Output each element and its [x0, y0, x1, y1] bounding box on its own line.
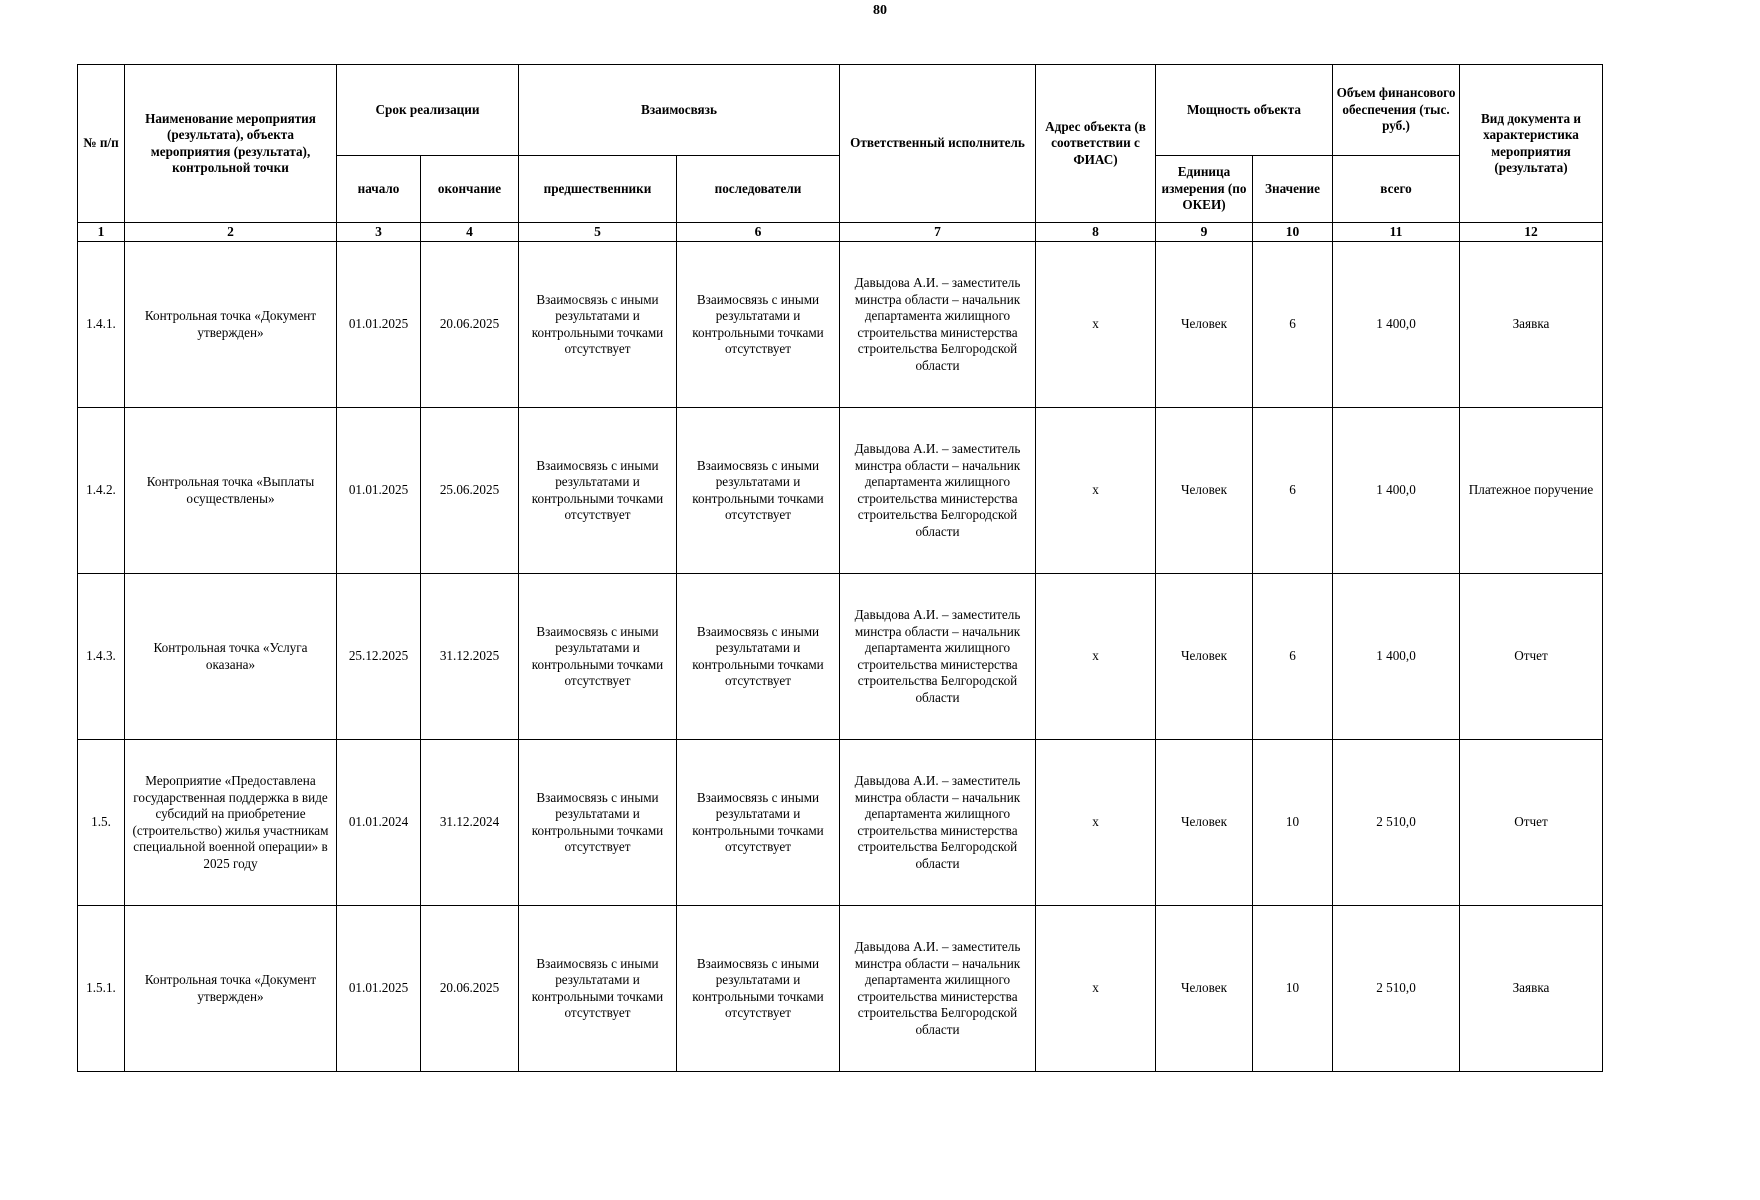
row-value: 6 [1253, 242, 1333, 408]
plan-table [77, 64, 1603, 1072]
column-number: 12 [1460, 223, 1603, 242]
header-capacity: Мощность объекта [1156, 65, 1333, 156]
row-name: Мероприятие «Предоставлена государственная поддержка в виде субсидий на приобретение (строительство) жилья участникам специальной военной операции» в 2025 году [125, 740, 337, 906]
row-address: х [1036, 242, 1156, 408]
row-successors: Взаимосвязь с иными результатами и контрольными точками отсутствует [677, 242, 840, 408]
row-address: х [1036, 906, 1156, 1072]
header-predecessors: предшественники [519, 156, 677, 223]
row-predecessors: Взаимосвязь с иными результатами и контрольными точками отсутствует [519, 740, 677, 906]
row-num: 1.5.1. [78, 906, 125, 1072]
row-start: 25.12.2025 [337, 574, 421, 740]
header-address: Адрес объекта (в соответствии с ФИАС) [1036, 65, 1156, 223]
row-responsible: Давыдова А.И. – заместитель минстра области – начальник департамента жилищного строительства министерства строительства Белгородской области [840, 906, 1036, 1072]
column-number-row [78, 223, 1603, 242]
row-responsible: Давыдова А.И. – заместитель минстра области – начальник департамента жилищного строительства министерства строительства Белгородской области [840, 740, 1036, 906]
header-name: Наименование мероприятия (результата), объекта мероприятия (результата), контрольной точки [125, 65, 337, 223]
header-relation: Взаимосвязь [519, 65, 840, 156]
header-value: Значение [1253, 156, 1333, 223]
row-end: 31.12.2024 [421, 740, 519, 906]
row-start: 01.01.2025 [337, 242, 421, 408]
table-row [78, 740, 1603, 906]
header-term: Срок реализации [337, 65, 519, 156]
row-start: 01.01.2024 [337, 740, 421, 906]
header-term-start: начало [337, 156, 421, 223]
header-document: Вид документа и характеристика мероприятия (результата) [1460, 65, 1603, 223]
row-unit: Человек [1156, 740, 1253, 906]
header-funding: Объем финансового обеспечения (тыс. руб.) [1333, 65, 1460, 156]
row-start: 01.01.2025 [337, 408, 421, 574]
row-unit: Человек [1156, 242, 1253, 408]
row-predecessors: Взаимосвязь с иными результатами и контрольными точками отсутствует [519, 574, 677, 740]
column-number: 11 [1333, 223, 1460, 242]
row-document: Платежное поручение [1460, 408, 1603, 574]
row-successors: Взаимосвязь с иными результатами и контрольными точками отсутствует [677, 408, 840, 574]
row-num: 1.4.2. [78, 408, 125, 574]
row-responsible: Давыдова А.И. – заместитель минстра области – начальник департамента жилищного строительства министерства строительства Белгородской области [840, 242, 1036, 408]
table-row [78, 242, 1603, 408]
header-num: № п/п [78, 65, 125, 223]
row-total: 1 400,0 [1333, 408, 1460, 574]
column-number: 2 [125, 223, 337, 242]
row-end: 31.12.2025 [421, 574, 519, 740]
row-responsible: Давыдова А.И. – заместитель минстра области – начальник департамента жилищного строительства министерства строительства Белгородской области [840, 574, 1036, 740]
header-responsible: Ответственный исполнитель [840, 65, 1036, 223]
row-total: 1 400,0 [1333, 574, 1460, 740]
row-predecessors: Взаимосвязь с иными результатами и контрольными точками отсутствует [519, 408, 677, 574]
table-row [78, 574, 1603, 740]
table-row [78, 906, 1603, 1072]
column-number: 10 [1253, 223, 1333, 242]
column-number: 9 [1156, 223, 1253, 242]
row-end: 20.06.2025 [421, 242, 519, 408]
row-predecessors: Взаимосвязь с иными результатами и контрольными точками отсутствует [519, 242, 677, 408]
header-successors: последователи [677, 156, 840, 223]
column-number: 7 [840, 223, 1036, 242]
row-value: 10 [1253, 740, 1333, 906]
row-address: х [1036, 740, 1156, 906]
header-unit: Единица измерения (по ОКЕИ) [1156, 156, 1253, 223]
row-value: 6 [1253, 408, 1333, 574]
row-num: 1.5. [78, 740, 125, 906]
row-document: Заявка [1460, 242, 1603, 408]
row-unit: Человек [1156, 408, 1253, 574]
row-end: 25.06.2025 [421, 408, 519, 574]
row-name: Контрольная точка «Документ утвержден» [125, 906, 337, 1072]
column-number: 5 [519, 223, 677, 242]
column-number: 1 [78, 223, 125, 242]
row-total: 1 400,0 [1333, 242, 1460, 408]
table-row [78, 408, 1603, 574]
row-successors: Взаимосвязь с иными результатами и контрольными точками отсутствует [677, 740, 840, 906]
row-document: Отчет [1460, 574, 1603, 740]
column-number: 3 [337, 223, 421, 242]
row-num: 1.4.1. [78, 242, 125, 408]
column-number: 4 [421, 223, 519, 242]
column-number: 6 [677, 223, 840, 242]
row-start: 01.01.2025 [337, 906, 421, 1072]
row-end: 20.06.2025 [421, 906, 519, 1072]
row-num: 1.4.3. [78, 574, 125, 740]
row-predecessors: Взаимосвязь с иными результатами и контрольными точками отсутствует [519, 906, 677, 1072]
row-responsible: Давыдова А.И. – заместитель минстра области – начальник департамента жилищного строительства министерства строительства Белгородской области [840, 408, 1036, 574]
row-address: х [1036, 574, 1156, 740]
row-name: Контрольная точка «Документ утвержден» [125, 242, 337, 408]
page-number: 80 [873, 3, 887, 18]
row-unit: Человек [1156, 574, 1253, 740]
row-name: Контрольная точка «Выплаты осуществлены» [125, 408, 337, 574]
row-address: х [1036, 408, 1156, 574]
header-funding-total: всего [1333, 156, 1460, 223]
row-name: Контрольная точка «Услуга оказана» [125, 574, 337, 740]
column-number: 8 [1036, 223, 1156, 242]
row-value: 6 [1253, 574, 1333, 740]
header-term-end: окончание [421, 156, 519, 223]
row-unit: Человек [1156, 906, 1253, 1072]
row-successors: Взаимосвязь с иными результатами и контрольными точками отсутствует [677, 906, 840, 1072]
row-total: 2 510,0 [1333, 740, 1460, 906]
header-row-1 [78, 65, 1603, 156]
row-value: 10 [1253, 906, 1333, 1072]
row-document: Заявка [1460, 906, 1603, 1072]
row-total: 2 510,0 [1333, 906, 1460, 1072]
row-document: Отчет [1460, 740, 1603, 906]
row-successors: Взаимосвязь с иными результатами и контрольными точками отсутствует [677, 574, 840, 740]
